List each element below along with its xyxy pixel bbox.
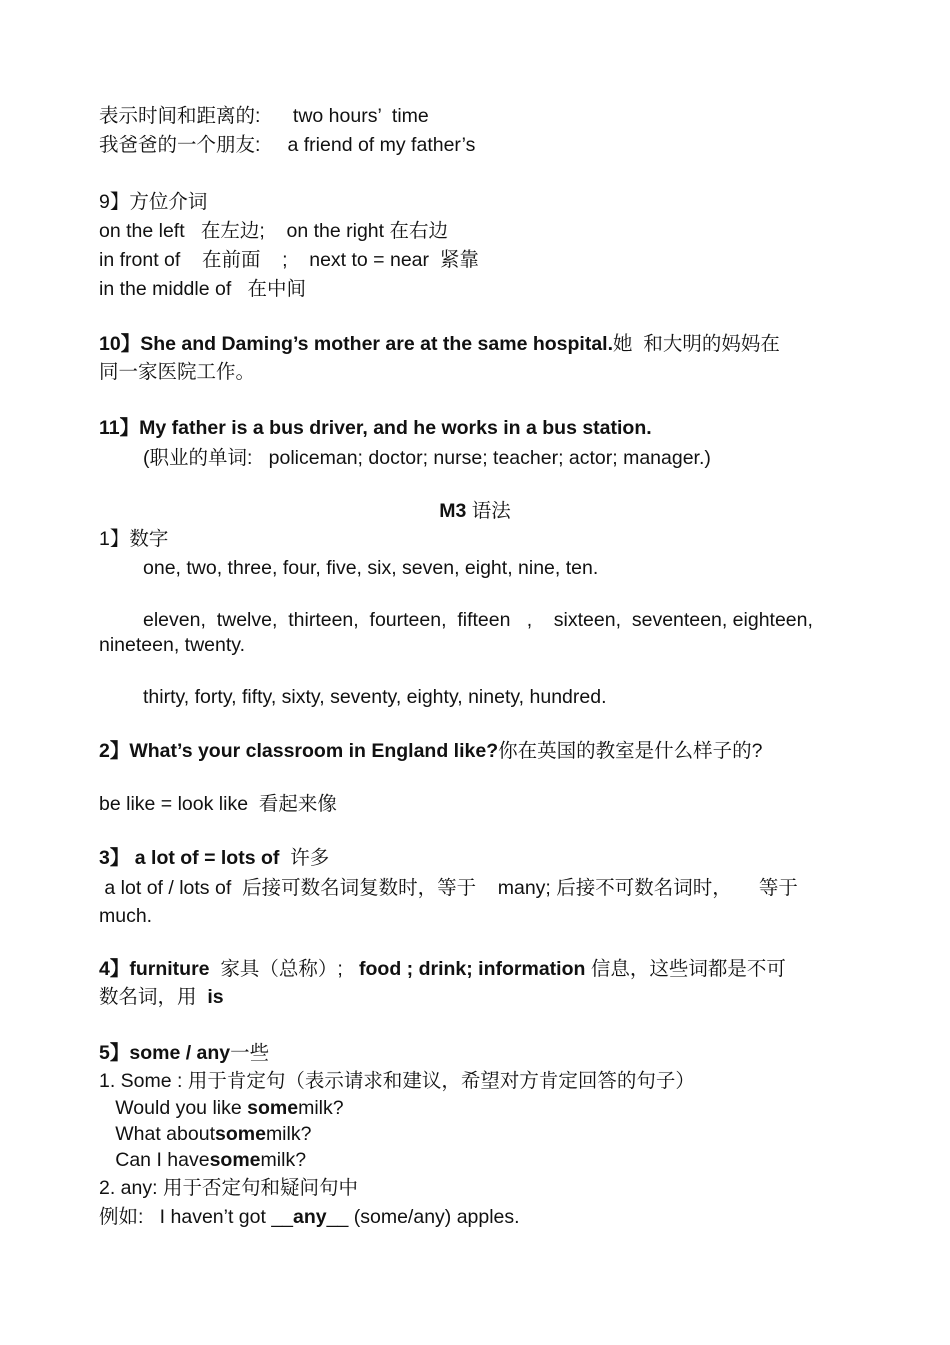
g5-l6-pre: 例如: I haven’t got __: [99, 1206, 294, 1228]
grammar-4-bold-2: food ; drink; information: [359, 958, 586, 980]
grammar-2-translation: 你在英国的教室是什么样子的?: [498, 740, 763, 762]
grammar-3-heading: [99, 846, 329, 870]
line-time-distance: 表示时间和距离的: two hours’ time: [99, 105, 429, 127]
grammar-1-line-1: one, two, three, four, five, six, seven, eight, nine, ten.: [143, 557, 599, 579]
grammar-4-line-2: [99, 985, 224, 1009]
grammar-5-line-1: 1. Some : 用于肯定句（表示请求和建议，希望对方肯定回答的句子）: [99, 1070, 695, 1092]
grammar-5-line-5: 2. any: 用于否定句和疑问句中: [99, 1177, 358, 1199]
m3-bold: M3: [439, 500, 467, 522]
grammar-5-translation: 一些: [230, 1042, 270, 1064]
grammar-2-heading: [99, 739, 762, 763]
grammar-3-bold: 3】 a lot of = lots of: [99, 847, 280, 869]
g5-l3-post: milk?: [265, 1123, 312, 1145]
grammar-5-line-3: [99, 1122, 311, 1146]
g5-l2-bold: some: [247, 1097, 299, 1119]
g5-l4-post: milk?: [260, 1149, 307, 1171]
section-9-line-3: in the middle of 在中间: [99, 278, 306, 300]
m3-rest: 语法: [466, 500, 511, 522]
grammar-5-bold: 5】some / any: [99, 1042, 231, 1064]
section-9-line-2: in front of 在前面 ; next to = near 紧靠: [99, 249, 479, 271]
grammar-4-text-1: 家具（总称）;: [209, 958, 360, 980]
line-friend-of-father: 我爸爸的一个朋友: a friend of my father’s: [99, 134, 476, 156]
g5-l4-bold: some: [209, 1149, 261, 1171]
section-10-translation: 她 和大明的妈妈在: [613, 333, 780, 355]
g5-l2-pre: Would you like: [99, 1097, 248, 1119]
grammar-3-line-3: much.: [99, 905, 153, 927]
section-9-heading: 9】方位介词: [99, 191, 208, 213]
g5-l6-bold: any: [293, 1206, 327, 1228]
grammar-5-heading: [99, 1041, 269, 1065]
g5-l6-post: __ (some/any) apples.: [326, 1206, 520, 1228]
grammar-2-bold: 2】What’s your classroom in England like?: [99, 740, 499, 762]
grammar-1-line-3: nineteen, twenty.: [99, 634, 245, 656]
grammar-4-line-2-text: 数名词，用: [99, 986, 208, 1008]
g5-l4-pre: Can I have: [99, 1149, 210, 1171]
g5-l3-pre: What about: [99, 1123, 215, 1145]
section-9-line-1: on the left 在左边; on the right 在右边: [99, 220, 448, 242]
grammar-5-line-2: [99, 1096, 344, 1120]
section-11-line-2: (职业的单词: policeman; doctor; nurse; teacher; actor; manager.): [143, 447, 711, 469]
g5-l3-bold: some: [214, 1123, 266, 1145]
grammar-2-line-2: be like = look like 看起来像: [99, 793, 337, 815]
grammar-5-line-4: [99, 1148, 306, 1172]
section-10-bold: 10】She and Daming’s mother are at the same hospital.: [99, 333, 614, 355]
grammar-4-line-2-bold: is: [207, 986, 224, 1008]
grammar-4-heading: [99, 957, 786, 981]
grammar-1-heading: 1】数字: [99, 528, 169, 550]
grammar-3-line-2: a lot of / lots of 后接可数名词复数时，等于 many; 后接不可数名词时， 等于: [99, 877, 798, 899]
g5-l2-post: milk?: [298, 1097, 344, 1119]
section-11-heading: 11】My father is a bus driver, and he works in a bus station.: [99, 417, 652, 439]
section-10-line-1: [99, 332, 780, 356]
m3-grammar-title: [0, 499, 950, 523]
section-10-line-2: 同一家医院工作。: [99, 361, 256, 383]
grammar-4-text-2: 信息，这些词都是不可: [585, 958, 786, 980]
grammar-5-line-6: [99, 1205, 520, 1229]
grammar-4-bold-1: 4】furniture: [99, 958, 210, 980]
grammar-1-line-4: thirty, forty, fifty, sixty, seventy, eighty, ninety, hundred.: [143, 686, 607, 708]
grammar-1-line-2: eleven, twelve, thirteen, fourteen, fifteen , sixteen, seventeen, eighteen,: [143, 609, 813, 631]
grammar-3-translation: 许多: [279, 847, 330, 869]
